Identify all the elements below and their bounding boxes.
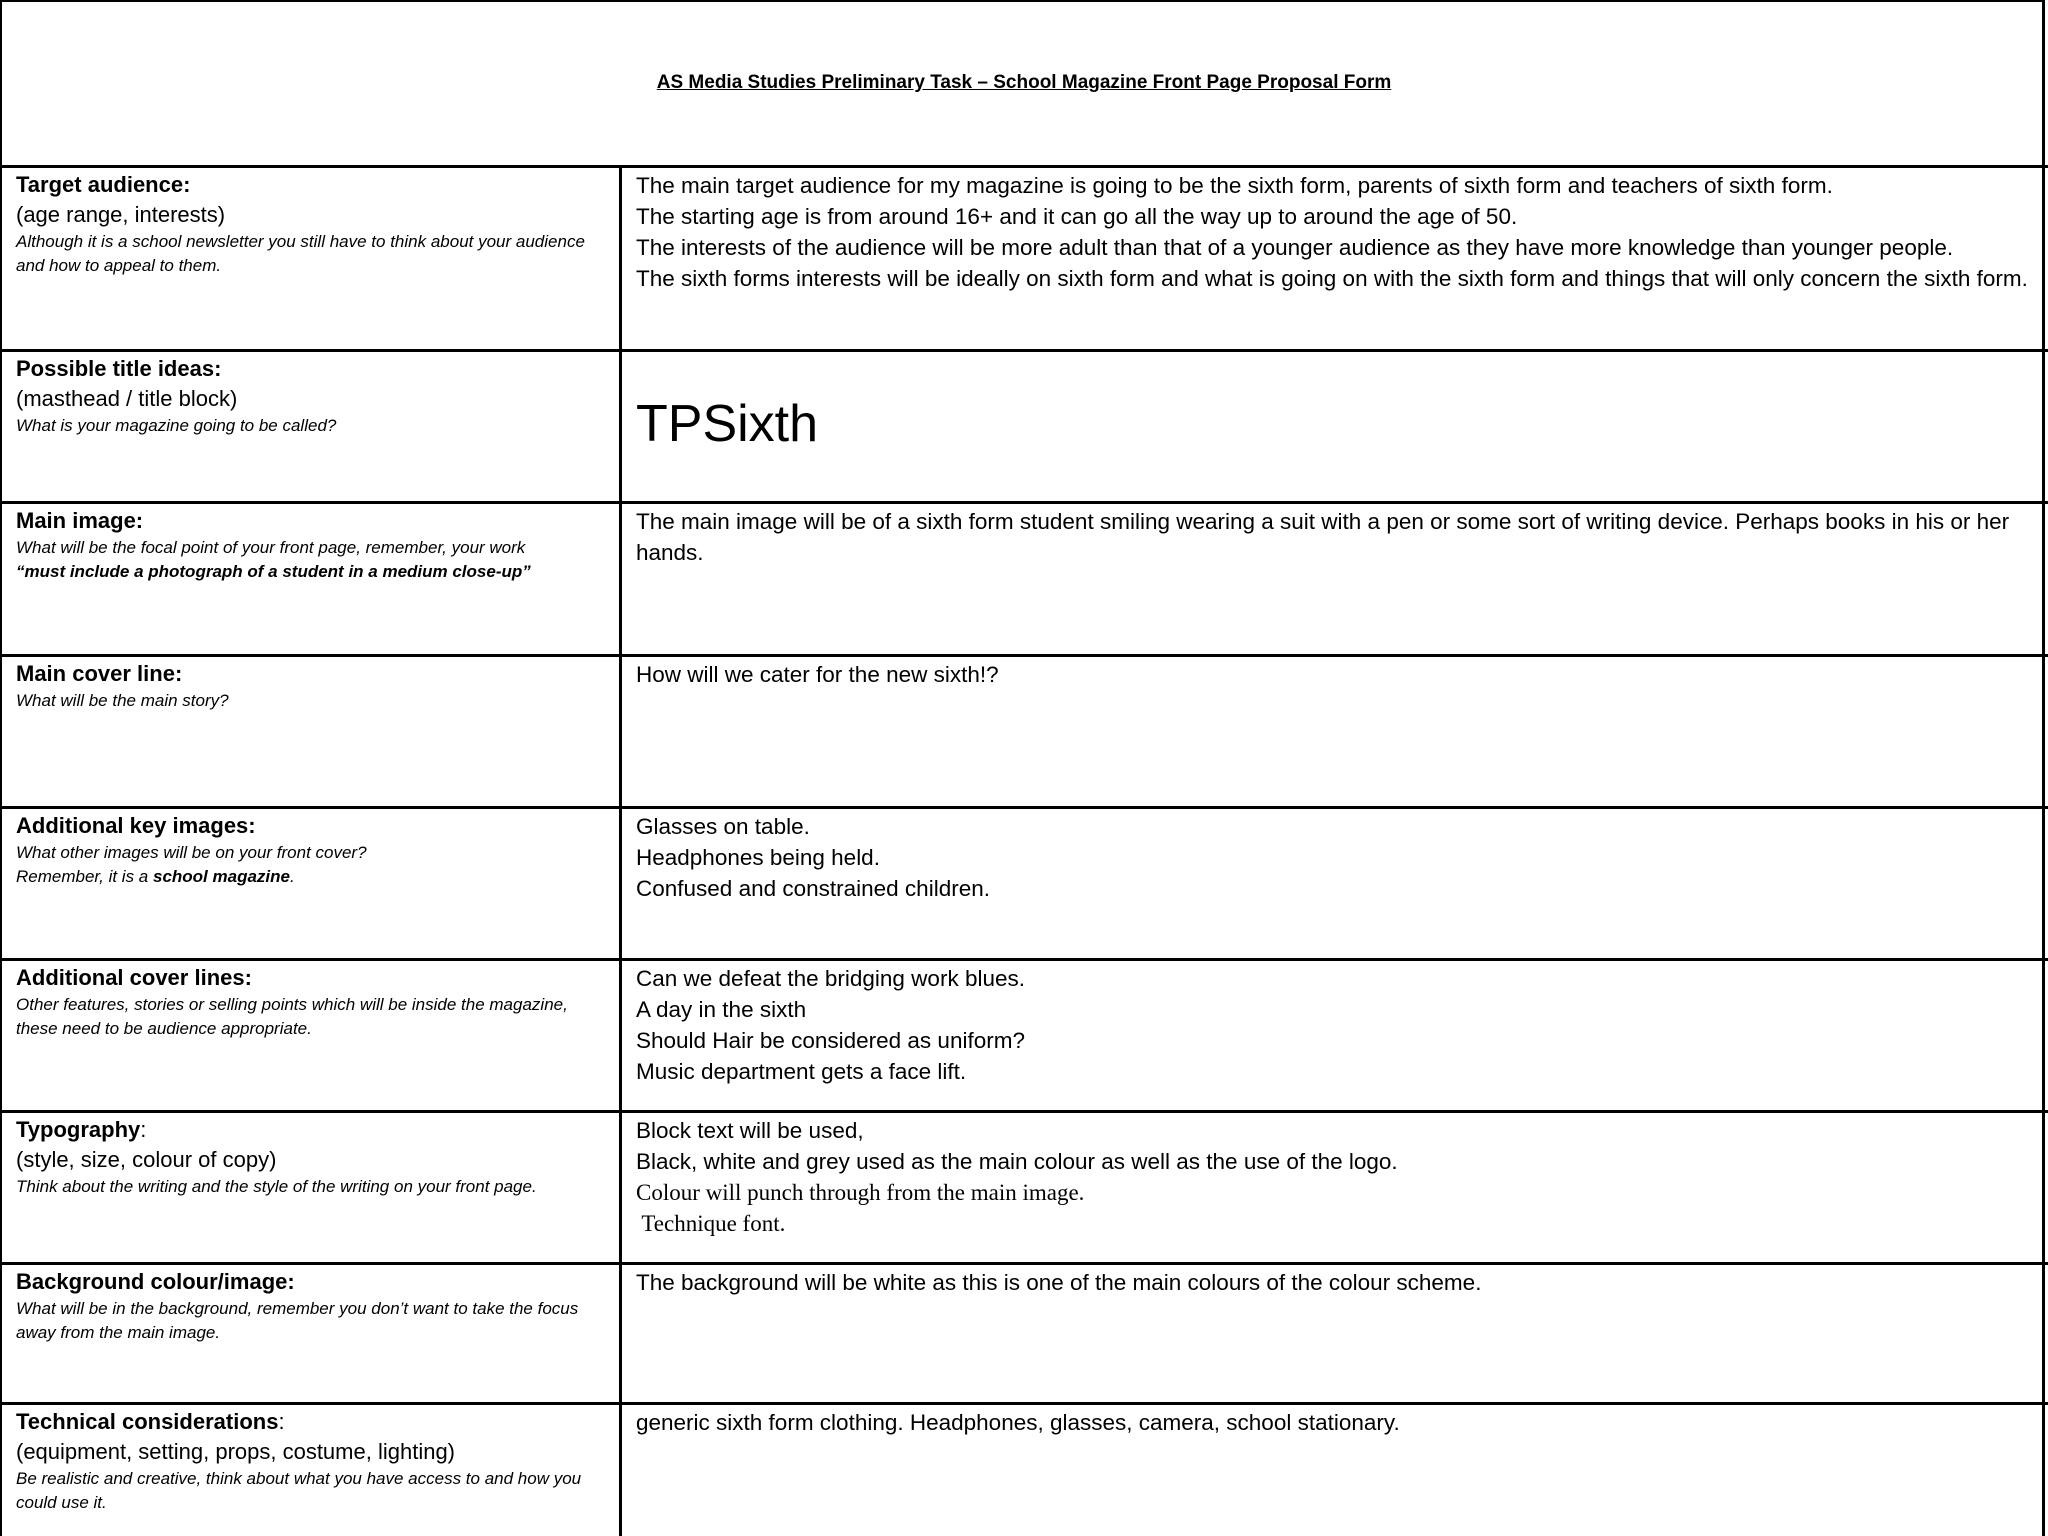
answer-line: generic sixth form clothing. Headphones, glasses, camera, school stationary.: [636, 1410, 1400, 1435]
row-answer-cell: [636, 1115, 2034, 1239]
heading-text: Technical considerations: [16, 1409, 279, 1434]
row-target-audience: [0, 168, 2048, 349]
row-background: [0, 1265, 2048, 1402]
answer-line: The interests of the audience will be more adult than that of a younger audience as they have more knowledge than younger people.: [636, 235, 1954, 260]
answer-line: Headphones being held.: [636, 845, 880, 870]
answer-line: How will we cater for the new sixth!?: [636, 662, 999, 687]
answer-line: Can we defeat the bridging work blues.: [636, 966, 1025, 991]
answer-line: The sixth forms interests will be ideally on sixth form and what is going on with the sixth form and things that will only concern the sixth form.: [636, 266, 2028, 291]
row-hint: What is your magazine going to be called?: [16, 416, 337, 435]
magazine-title-answer: TPSixth: [636, 395, 819, 453]
heading-colon: :: [278, 1409, 285, 1434]
answer-line: The starting age is from around 16+ and it can go all the way up to around the age of 50.: [636, 204, 1518, 229]
row-hint: What other images will be on your front cover?: [16, 843, 367, 862]
row-subheading: (masthead / title block): [16, 386, 238, 411]
row-label-cell: [16, 354, 606, 438]
answer-line: Black, white and grey used as the main colour as well as the use of the logo.: [636, 1149, 1398, 1174]
row-hint: Think about the writing and the style of the writing on your front page.: [16, 1177, 537, 1196]
heading-text: Typography: [16, 1117, 141, 1142]
row-label-cell: [16, 659, 606, 713]
row-heading: Additional key images:: [16, 813, 256, 838]
row-heading: Target audience:: [16, 172, 191, 197]
row-label-cell: [16, 1267, 606, 1345]
row-technical-considerations: [0, 1405, 2048, 1536]
row-hint-secondary: [16, 865, 606, 889]
row-subheading: (style, size, colour of copy): [16, 1147, 277, 1172]
answer-line: Glasses on table.: [636, 814, 810, 839]
heading-colon: :: [140, 1117, 147, 1142]
row-heading: Additional cover lines:: [16, 965, 252, 990]
row-answer-cell: [636, 1407, 2034, 1438]
row-hint: Other features, stories or selling points which will be inside the magazine, these need to be audience appropriate.: [16, 995, 568, 1038]
row-subheading: (age range, interests): [16, 202, 226, 227]
row-typography: [0, 1113, 2048, 1262]
answer-line: The main target audience for my magazine is going to be the sixth form, parents of sixth form and teachers of sixth form.: [636, 173, 1833, 198]
row-heading: Main cover line:: [16, 661, 183, 686]
row-heading: Background colour/image:: [16, 1269, 295, 1294]
hint-emphasis: school magazine: [153, 867, 290, 886]
answer-line-serif: Technique font.: [636, 1211, 786, 1236]
row-hint: What will be in the background, remember you don’t want to take the focus away from the main image.: [16, 1299, 579, 1342]
row-hint: What will be the main story?: [16, 691, 229, 710]
row-label-cell: [16, 170, 606, 278]
row-heading: [16, 1115, 606, 1145]
row-hint: What will be the focal point of your front page, remember, your work: [16, 538, 526, 557]
row-heading: [16, 1407, 606, 1437]
answer-line: A day in the sixth: [636, 997, 807, 1022]
answer-line: Music department gets a face lift.: [636, 1059, 967, 1084]
row-answer-cell: [636, 659, 2034, 690]
hint-suffix: .: [289, 867, 295, 886]
row-label-cell: [16, 1407, 606, 1515]
row-subheading: (equipment, setting, props, costume, lighting): [16, 1439, 456, 1464]
row-answer-cell: [636, 963, 2034, 1087]
row-answer-cell: [636, 1267, 2034, 1298]
document-title: AS Media Studies Preliminary Task – School Magazine Front Page Proposal Form: [656, 72, 1392, 93]
row-hint-emphasis: “must include a photograph of a student in a medium close-up”: [16, 562, 531, 581]
row-label-cell: [16, 963, 606, 1041]
answer-line: Confused and constrained children.: [636, 876, 990, 901]
answer-line-serif: Colour will punch through from the main image.: [636, 1180, 1085, 1205]
row-main-cover-line: [0, 657, 2048, 806]
row-label-cell: [16, 811, 606, 889]
row-answer-cell: [636, 394, 2034, 454]
row-heading: Possible title ideas:: [16, 356, 222, 381]
row-hint: Although it is a school newsletter you still have to think about your audience and how to appeal to them.: [16, 232, 585, 275]
row-answer-cell: [636, 811, 2034, 904]
form-header: [0, 0, 2048, 167]
row-heading: Main image:: [16, 508, 144, 533]
row-additional-cover-lines: [0, 961, 2048, 1110]
row-label-cell: [16, 506, 606, 584]
row-answer-cell: [636, 506, 2034, 568]
row-additional-key-images: [0, 809, 2048, 958]
answer-line: Should Hair be considered as uniform?: [636, 1028, 1025, 1053]
hint-prefix: Remember, it is a: [16, 867, 153, 886]
row-title-ideas: [0, 352, 2048, 501]
row-label-cell: [16, 1115, 606, 1199]
answer-line: The main image will be of a sixth form student smiling wearing a suit with a pen or some sort of writing device. Perhaps books in his or her hands.: [636, 509, 2010, 565]
row-hint: Be realistic and creative, think about what you have access to and how you could use it.: [16, 1469, 582, 1512]
row-answer-cell: [636, 170, 2034, 294]
answer-line: Block text will be used,: [636, 1118, 864, 1143]
answer-line: The background will be white as this is one of the main colours of the colour scheme.: [636, 1270, 1482, 1295]
row-main-image: [0, 504, 2048, 654]
